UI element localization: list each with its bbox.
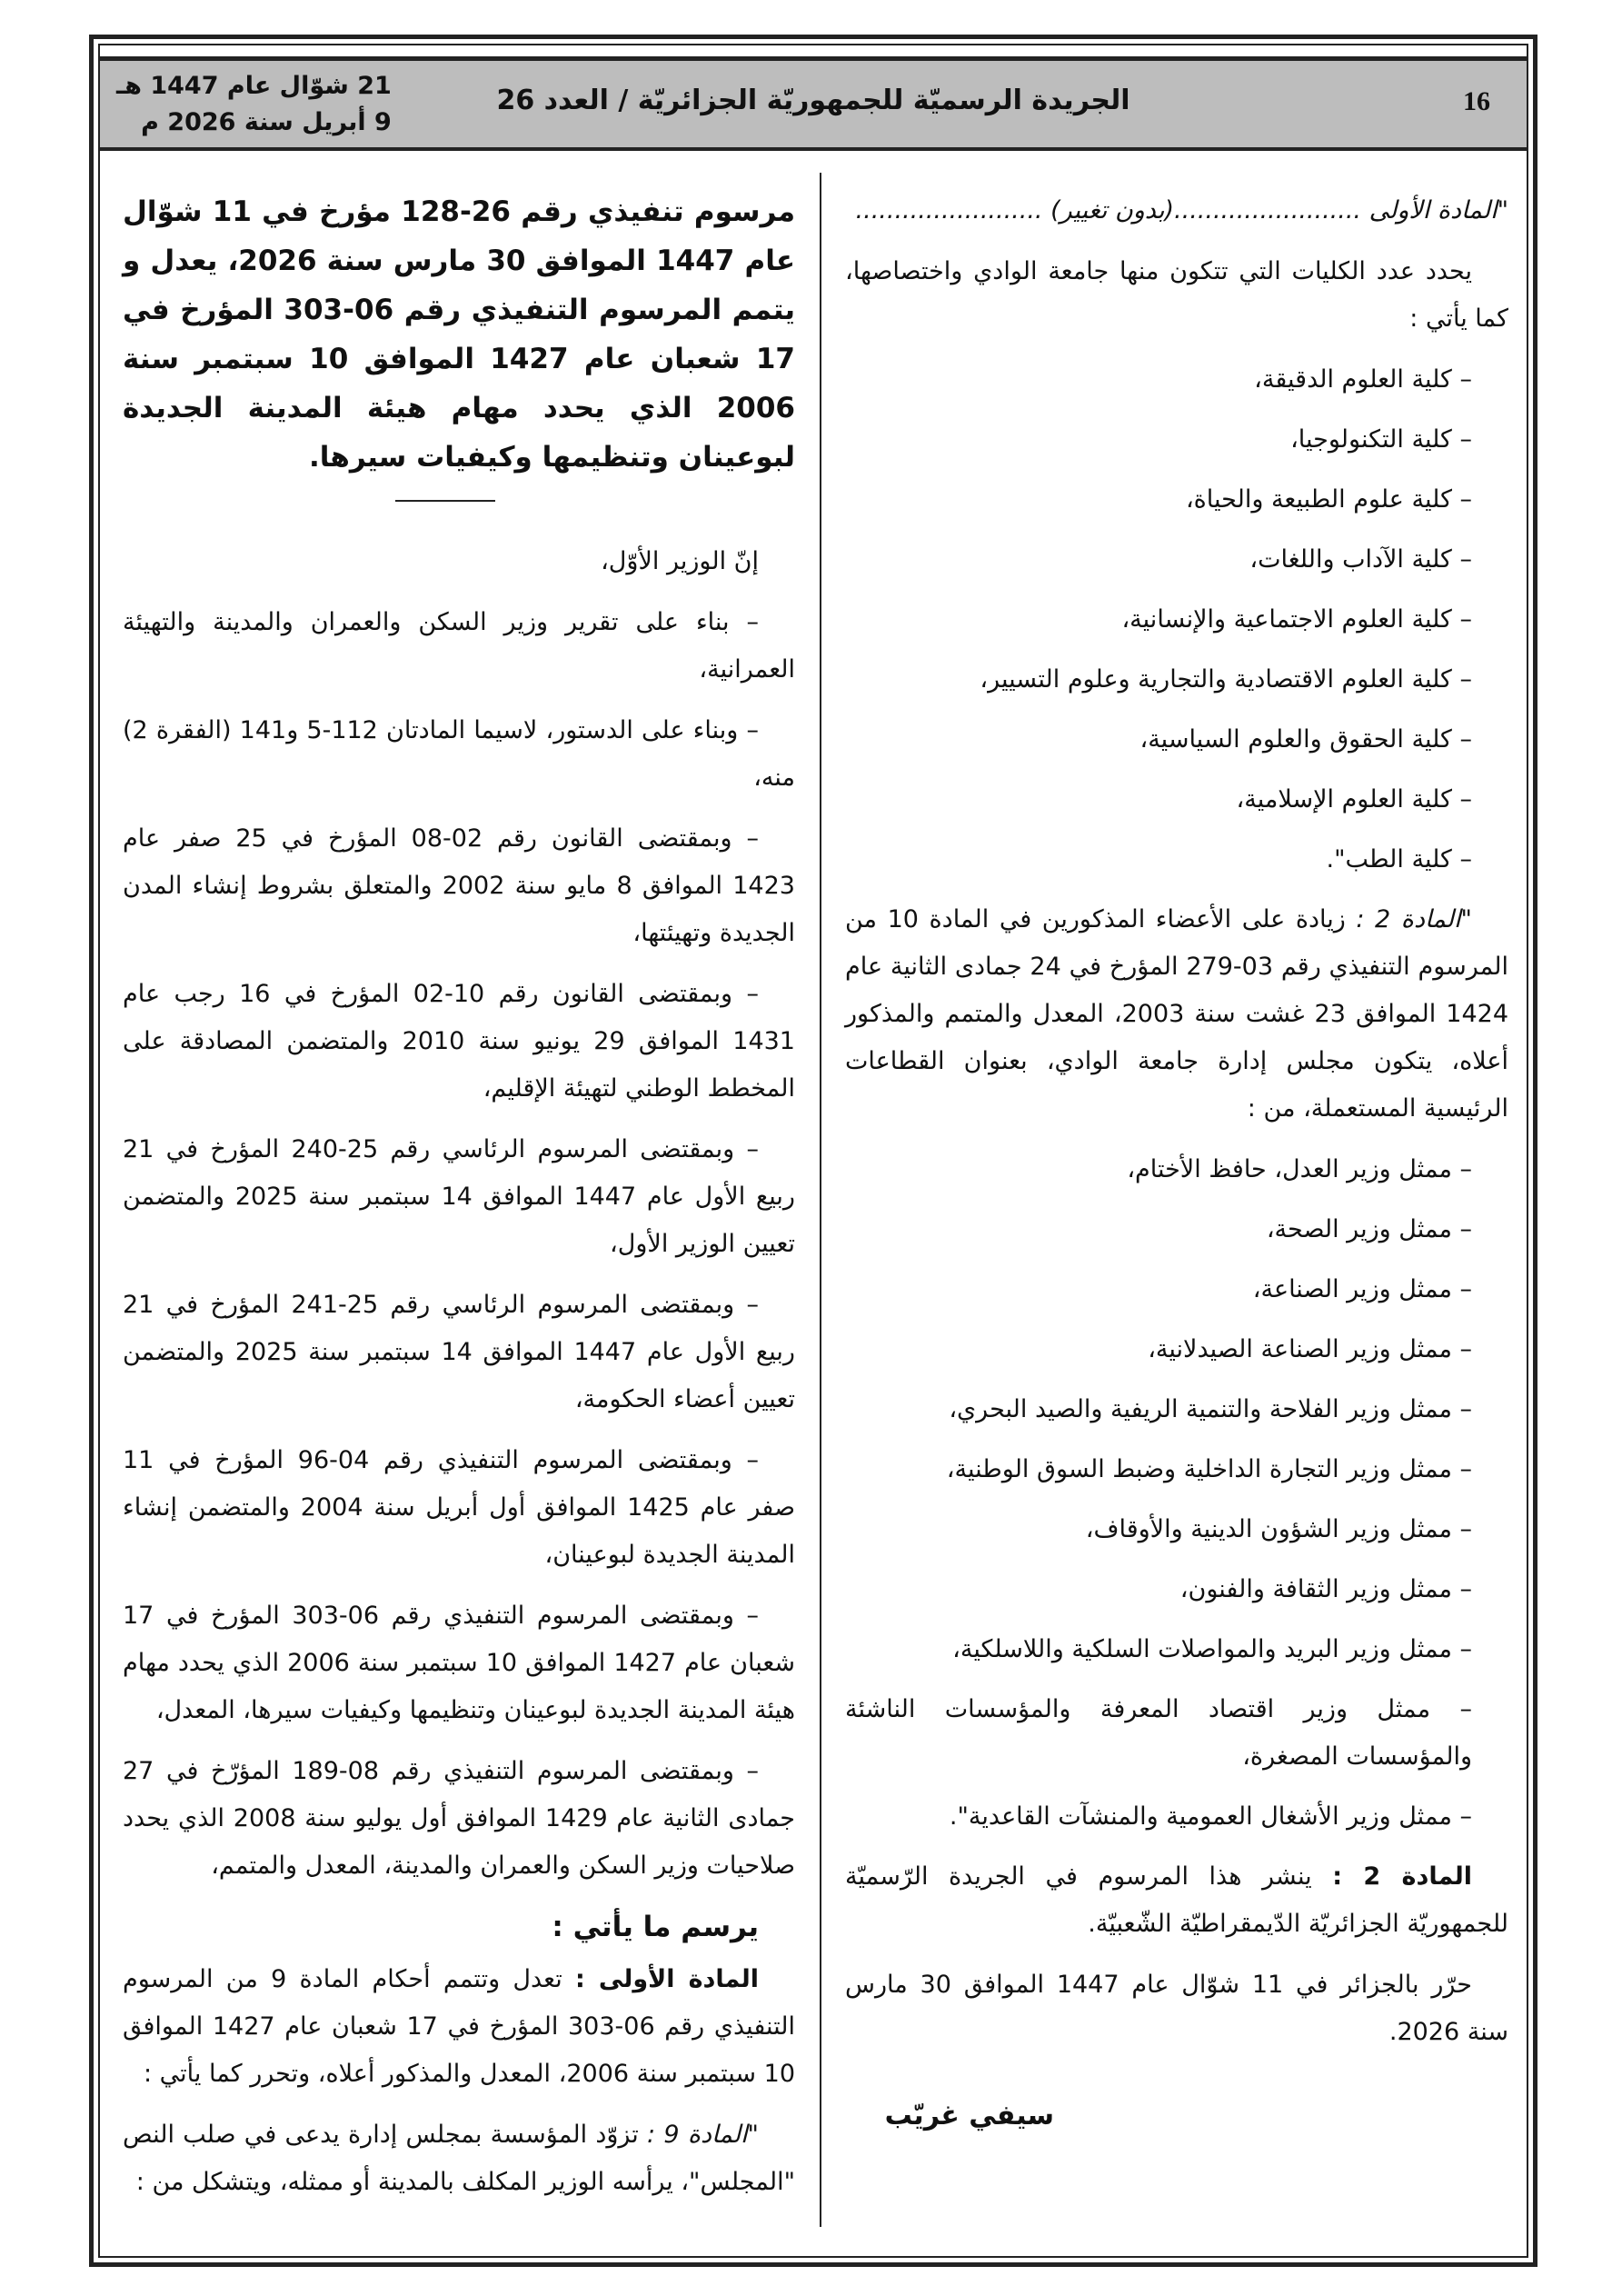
- list-item: – ممثل وزير العدل، حافظ الأختام،: [1127, 1155, 1472, 1183]
- list-item: – كلية العلوم الاجتماعية والإنسانية،: [1121, 605, 1472, 634]
- list-item: – كلية العلوم الإسلامية،: [1236, 785, 1472, 814]
- list-item: – كلية علوم الطبيعة والحياة،: [1185, 485, 1472, 514]
- list-item: – كلية العلوم الاقتصادية والتجارية وعلوم التسيير،: [980, 665, 1472, 694]
- list-item: – ممثل وزير الشؤون الدينية والأوقاف،: [1085, 1515, 1472, 1543]
- article9: [123, 2111, 795, 2206]
- list-item: – ممثل وزير البريد والمواصلات السلكية واللاسلكية،: [952, 1635, 1472, 1663]
- issue-date: [116, 68, 392, 141]
- article2-quote-label: "المادة 2 :: [1356, 905, 1472, 933]
- recital: – وبناء على الدستور، لاسيما المادتان 112-5 و141 (الفقرة 2) منه،: [123, 716, 795, 792]
- list-item: – كلية الطب".: [1326, 845, 1472, 873]
- article2-text: ينشر هذا المرسوم في الجريدة الرّسميّة للجمهوريّة الجزائريّة الدّيمقراطيّة الشّعبيّة.: [845, 1862, 1508, 1938]
- article1: [123, 1956, 795, 2098]
- title-separator: [395, 500, 495, 502]
- article9-text: تزوّد المؤسسة بمجلس إدارة يدعى في صلب النص "المجلس"، يرأسه الوزير المكلف بالمدينة أو ممثله، ويتشكل من :: [123, 2121, 795, 2196]
- recital: – وبمقتضى المرسوم التنفيذي رقم 08-189 المؤرّخ في 27 جمادى الثانية عام 1429 الموافق أول يوليو سنة 2008 الذي يحدد صلاحيات وزير السكن والعمران والمدينة، المعدل والمتمم،: [123, 1757, 796, 1880]
- article2-label: المادة 2 :: [1332, 1862, 1472, 1891]
- faculties-list: [845, 356, 1508, 883]
- page-header: [100, 56, 1527, 151]
- list-item: – ممثل وزير التجارة الداخلية وضبط السوق الوطنية،: [946, 1455, 1472, 1483]
- article9-label: "المادة 9 :: [647, 2121, 759, 2149]
- decree-title: مرسوم تنفيذي رقم 26-128 مؤرخ في 11 شوّال عام 1447 الموافق 30 مارس سنة 2026، يعدل و يتمم المرسوم التنفيذي رقم 06-303 المؤرخ في 17 شعبان عام 1427 الموافق 10 سبتمبر سنة 2006 الذي يحدد مهام هيئة المدينة الجديدة لبوعينان وتنظيمها وكيفيات سيرها.: [123, 195, 796, 474]
- list-item: – ممثل وزير الأشغال العمومية والمنشآت القاعدية".: [949, 1802, 1472, 1831]
- recital: – وبمقتضى القانون رقم 02-08 المؤرخ في 25 صفر عام 1423 الموافق 8 مايو سنة 2002 والمتعلق بشروط إنشاء المدن الجديدة وتهيئتها،: [123, 824, 795, 947]
- done-at: حرّر بالجزائر في 11 شوّال عام 1447 الموافق 30 مارس سنة 2026.: [845, 1971, 1508, 2046]
- list-item: – كلية الحقوق والعلوم السياسية،: [1139, 725, 1472, 754]
- recital: – وبمقتضى المرسوم الرئاسي رقم 25-240 المؤرخ في 21 ربيع الأول عام 1447 الموافق 14 سبتمبر سنة 2025 والمتضمن تعيين الوزير الأول،: [123, 1135, 795, 1258]
- article2: [845, 1853, 1508, 1948]
- list-item: – كلية الآداب واللغات،: [1249, 545, 1472, 574]
- list-item: – ممثل وزير الفلاحة والتنمية الريفية والصيد البحري،: [949, 1395, 1472, 1423]
- recital: – وبمقتضى المرسوم التنفيذي رقم 04-96 المؤرخ في 11 صفر عام 1425 الموافق أول أبريل سنة 2004 والمتضمن إنشاء المدينة الجديدة لبوعينان،: [123, 1446, 796, 1569]
- list-item: – كلية العلوم الدقيقة،: [1254, 365, 1472, 394]
- right-column: [845, 187, 1508, 2140]
- decrees-heading: يرسم ما يأتي :: [552, 1911, 759, 1943]
- page-number: 16: [1463, 86, 1490, 116]
- faculties-intro: يحدد عدد الكليات التي تتكون منها جامعة الوادي واختصاصها، كما يأتي :: [845, 257, 1508, 333]
- opening: إنّ الوزير الأوّل،: [601, 547, 759, 575]
- left-column: [123, 187, 795, 2220]
- list-item: – ممثل وزير الثقافة والفنون،: [1179, 1575, 1472, 1603]
- list-item: – ممثل وزير الصناعة،: [1252, 1275, 1472, 1303]
- article1-text: تعدل وتتمم أحكام المادة 9 من المرسوم التنفيذي رقم 06-303 المؤرخ في 17 شعبان عام 1427 الموافق 10 سبتمبر سنة 2006، المعدل والمذكور أعلاه، وتحرر كما يأتي :: [123, 1965, 796, 2088]
- recital: – وبمقتضى المرسوم الرئاسي رقم 25-241 المؤرخ في 21 ربيع الأول عام 1447 الموافق 14 سبتمبر سنة 2025 والمتضمن تعيين أعضاء الحكومة،: [123, 1291, 795, 1413]
- recital: – بناء على تقرير وزير السكن والعمران والمدينة والتهيئة العمرانية،: [123, 608, 795, 684]
- list-item: – كلية التكنولوجيا،: [1290, 425, 1472, 454]
- members-list: [845, 1146, 1508, 1841]
- article1-label: المادة الأولى :: [575, 1965, 760, 1993]
- list-item: – ممثل وزير الصناعة الصيدلانية،: [1148, 1335, 1472, 1363]
- gazette-title: الجريدة الرسميّة للجمهوريّة الجزائريّة / العدد 26: [496, 85, 1130, 116]
- recital: – وبمقتضى القانون رقم 10-02 المؤرخ في 16 رجب عام 1431 الموافق 29 يونيو سنة 2010 والمتضمن المصادقة على المخطط الوطني لتهيئة الإقليم،: [123, 980, 795, 1103]
- article2-quote: [845, 896, 1508, 1133]
- signature: سيفي غريّب: [884, 2100, 1054, 2131]
- list-item: – ممثل وزير الصحة،: [1266, 1215, 1472, 1243]
- list-item: – ممثل وزير اقتصاد المعرفة والمؤسسات الناشئة والمؤسسات المصغرة،: [845, 1695, 1472, 1771]
- column-divider: [820, 173, 821, 2227]
- recital: – وبمقتضى المرسوم التنفيذي رقم 06-303 المؤرخ في 17 شعبان عام 1427 الموافق 10 سبتمبر سنة 2006 الذي يحدد مهام هيئة المدينة الجديدة لبوعينان وتنظيمها وكيفيات سيرها، المعدل،: [123, 1602, 795, 1724]
- date-hijri: 21 شوّال عام 1447 هـ: [116, 72, 392, 100]
- article1-quote: "المادة الأولى ........................(بدون تغيير) ........................: [855, 196, 1508, 225]
- article2-quote-text: زيادة على الأعضاء المذكورين في المادة 10 من المرسوم التنفيذي رقم 03-279 المؤرخ في 24 جمادى الثانية عام 1424 الموافق 23 غشت سنة 2003، المعدل والمتمم والمذكور أعلاه، يتكون مجلس إدارة جامعة الوادي، بعنوان القطاعات الرئيسية المستعملة، من :: [845, 905, 1509, 1123]
- date-gregorian: 9 أبريل سنة 2026 م: [141, 108, 392, 136]
